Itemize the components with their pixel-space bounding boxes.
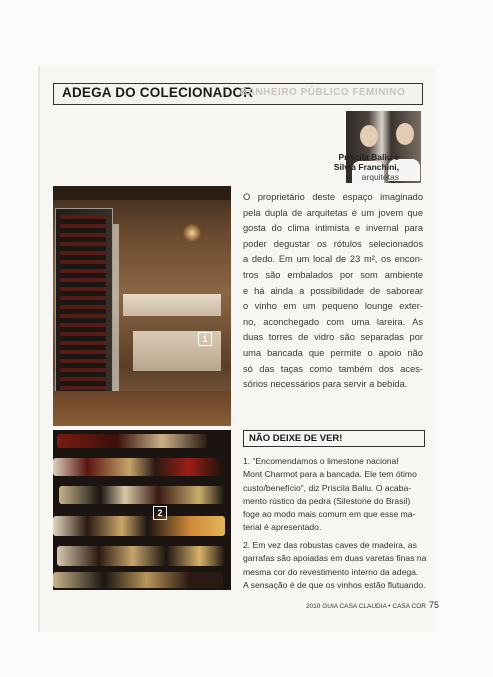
tip-line: mento rústico da pedra (Silestone do Brasil) xyxy=(243,495,411,506)
bottles-detail-photo xyxy=(53,430,231,590)
tip-item-2 xyxy=(243,539,427,592)
body-line: a dedo. Em um local de 23 m², os encon- xyxy=(243,254,423,265)
tip-line: terial é apresentado. xyxy=(243,522,322,533)
body-line: O proprietário deste espaço imaginado xyxy=(243,192,423,202)
photo-marker-2: 2 xyxy=(153,506,167,520)
architect-face-right xyxy=(396,123,414,145)
tip-line: Mont Charmot para a bancada. Ele tem ótimo xyxy=(243,469,417,480)
wood-floor xyxy=(53,391,231,426)
body-line: uma bancada que permite o apoio não xyxy=(243,347,423,358)
glass-tower-left xyxy=(55,208,113,400)
body-line: e há ainda a possibilidade de saborear xyxy=(243,285,423,296)
credit-names-line2: Silvia Franchini, xyxy=(333,162,399,172)
article-body xyxy=(243,190,423,393)
tip-box-header xyxy=(243,430,425,447)
bottle-row xyxy=(53,458,223,476)
tip-line: 1. “Encomendamos o limestone nacional xyxy=(243,456,399,466)
tip-line: garrafas são apoiadas em duas varetas finas na xyxy=(243,553,427,564)
bottle-row xyxy=(53,572,223,588)
bottle-row xyxy=(59,486,224,504)
bottle-row xyxy=(57,434,207,448)
body-line: só das taças como também dos aces- xyxy=(243,363,423,374)
credit-names-line1: Priscila Baliu e xyxy=(338,152,399,162)
bottle-row xyxy=(57,546,225,566)
page-footer xyxy=(306,600,439,610)
tip-line: foge ao modo mais comum em que esse ma- xyxy=(243,509,416,520)
body-line: no, aconchegado com uma lareira. As xyxy=(243,316,423,327)
body-line: duas torres de vidro são separadas por xyxy=(243,332,423,343)
limestone-counter xyxy=(123,294,221,316)
body-line: sórios necessários para servir a bebida. xyxy=(243,379,408,390)
photo-marker-1: 1 xyxy=(198,332,212,346)
body-line: poder degustar os rótulos selecionados xyxy=(243,238,423,249)
chandelier xyxy=(183,224,201,242)
tip-line: A sensação é de que os vinhos estão flutuando. xyxy=(243,579,426,590)
architects-credit xyxy=(334,152,399,182)
glass-edge xyxy=(113,224,119,394)
bottle-rack xyxy=(60,215,106,391)
bottle-row xyxy=(53,516,225,536)
bleed-through-text: BANHEIRO PÚBLICO FEMININO xyxy=(240,87,406,98)
section-header xyxy=(53,83,423,105)
footer-text: 2010 GUIA CASA CLAUDIA • CASA COR xyxy=(305,603,426,610)
section-title: ADEGA DO COLECIONADOR xyxy=(62,85,254,100)
body-line: tros são embalados por som ambiente xyxy=(243,269,423,280)
architect-face-left xyxy=(360,125,378,147)
page-number: 75 xyxy=(428,600,439,610)
body-line: gosta do clima intimista e invernal para xyxy=(243,223,423,234)
tip-box-title: NÃO DEIXE DE VER! xyxy=(249,433,343,444)
ceiling xyxy=(53,186,231,200)
tip-line: mesma cor do revestimento interno da adega. xyxy=(243,566,419,577)
body-line: pela dupla de arquitetas é um jovem que xyxy=(243,207,423,218)
tip-item-1 xyxy=(243,455,423,535)
body-line: o vinho em um pequeno lounge exter- xyxy=(243,301,423,312)
wine-cellar-photo xyxy=(53,186,231,426)
tip-line: 2. Em vez das robustas caves de madeira, as xyxy=(243,540,417,550)
tip-line: custo/benefício”, diz Priscila Baliu. O acaba- xyxy=(243,482,412,493)
credit-role: arquitetas xyxy=(361,172,399,182)
